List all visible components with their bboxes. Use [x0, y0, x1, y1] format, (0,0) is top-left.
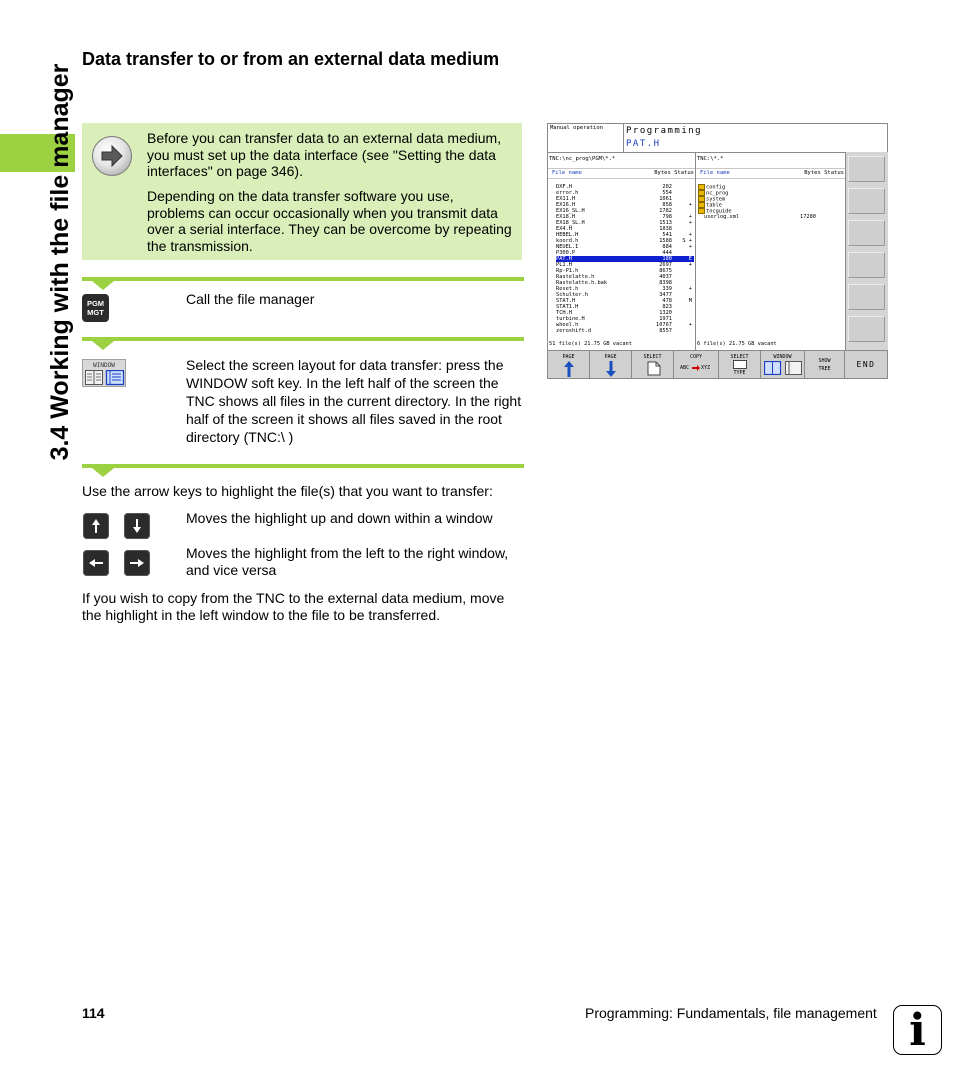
- file-bytes: 1838: [659, 226, 672, 232]
- file-name: Rp-P1.h: [556, 268, 579, 274]
- file-bytes: 858: [662, 202, 672, 208]
- file-bytes: 3477: [659, 292, 672, 298]
- side-chapter-title: 3.4 Working with the file manager: [46, 63, 74, 461]
- file-name: PL1.H: [556, 262, 572, 268]
- file-name: EX11.H: [556, 196, 576, 202]
- file-name: turbine.H: [556, 316, 585, 322]
- document-select-icon: [647, 361, 661, 376]
- window-softkey-screen[interactable]: [761, 351, 805, 378]
- arrow-keys-intro: Use the arrow keys to highlight the file(s) that you want to transfer:: [82, 483, 493, 499]
- file-bytes: 1320: [659, 310, 672, 316]
- file-name: Schulter.h: [556, 292, 588, 298]
- step-2-text: Select the screen layout for data transfer: press the WINDOW soft key. In the left half of the screen the TNC shows all files in the current directory. In the right half of the screen it shows all files saved in the root directory (TNC:\ ): [186, 357, 522, 445]
- show-tree-label-2: TREE: [818, 366, 831, 372]
- file-status: +: [688, 244, 692, 250]
- file-bytes: 1513: [659, 220, 672, 226]
- right-window-footer: 6 file(s) 21.75 GB vacant: [697, 341, 777, 347]
- operating-mode: Manual operation: [550, 125, 603, 131]
- file-name: EX18.H: [556, 214, 576, 220]
- split-window-icon: [85, 370, 125, 386]
- select-type-label-2: TYPE: [733, 370, 746, 376]
- right-file-window[interactable]: [696, 153, 845, 350]
- right-col-filename: File name: [700, 170, 730, 176]
- file-row[interactable]: [704, 214, 844, 220]
- file-name: Reset.h: [556, 286, 579, 292]
- note-paragraph-2: Depending on the data transfer software you use, problems can occur occasionally when you transmit data over a serial interface. They can be overcome by repeating the transmission.: [147, 188, 512, 254]
- window-softkey-label: WINDOW: [93, 362, 115, 369]
- end-label: END: [856, 360, 876, 369]
- file-bytes: 339: [662, 286, 672, 292]
- vertical-softkey[interactable]: [848, 284, 885, 310]
- arrow-down-icon: [605, 361, 617, 377]
- updown-text: Moves the highlight up and down within a window: [186, 510, 493, 526]
- file-bytes: 202: [662, 184, 672, 190]
- file-name: EX4.H: [556, 226, 572, 232]
- vertical-softkey[interactable]: [848, 220, 885, 246]
- file-name: EX16.H: [556, 202, 576, 208]
- file-bytes: 1782: [659, 208, 672, 214]
- vertical-softkey-bar: [845, 152, 888, 350]
- copy-target-label: XYZ: [701, 365, 711, 371]
- left-window-header: [548, 168, 695, 179]
- select-softkey[interactable]: [632, 351, 674, 378]
- file-bytes: 541: [662, 232, 672, 238]
- file-bytes: 4037: [659, 274, 672, 280]
- file-name: config: [706, 184, 726, 191]
- right-window-path: TNC:\*.*: [697, 156, 724, 162]
- arrow-down-icon: [124, 513, 150, 539]
- file-name: EX16_SL.H: [556, 208, 585, 214]
- show-tree-label-1: SHOW: [818, 358, 831, 364]
- left-window-footer: 51 file(s) 21.75 GB vacant: [549, 341, 632, 347]
- file-type-icon: [733, 360, 747, 369]
- copy-source-label: ABC: [680, 365, 690, 371]
- steps-end-divider: [82, 464, 524, 468]
- file-bytes: 554: [662, 190, 672, 196]
- file-row[interactable]: [556, 328, 694, 334]
- left-window-path: TNC:\nc_prog\PGM\*.*: [549, 156, 616, 162]
- file-bytes: 8398: [659, 280, 672, 286]
- arrow-right-icon: [124, 550, 150, 576]
- right-window-header: [696, 168, 845, 179]
- file-status: M: [688, 298, 692, 304]
- file-status: +: [688, 322, 692, 328]
- file-bytes: 180: [662, 256, 672, 262]
- window-label: WINDOW: [773, 354, 792, 360]
- file-bytes: 478: [662, 298, 672, 304]
- end-softkey[interactable]: [845, 351, 887, 378]
- pgm-mgt-key[interactable]: [82, 294, 109, 322]
- section-title: Data transfer to or from an external data medium: [82, 49, 500, 69]
- show-tree-softkey[interactable]: [805, 351, 845, 378]
- file-name: nc_prog: [706, 190, 729, 197]
- file-bytes: 10767: [656, 322, 672, 328]
- file-name: userlog.xml: [704, 214, 740, 220]
- vertical-softkey[interactable]: [848, 188, 885, 214]
- horizontal-softkey-bar: [548, 351, 887, 378]
- step-divider-arrow: [92, 468, 114, 477]
- arrow-up-icon: [83, 513, 109, 539]
- file-bytes: 8675: [659, 268, 672, 274]
- arrow-right-icon: [92, 136, 132, 176]
- copy-label: COPY: [689, 354, 703, 360]
- file-bytes: 1588: [659, 238, 672, 244]
- select-type-softkey[interactable]: [719, 351, 761, 378]
- file-status: +: [688, 214, 692, 220]
- file-name: STAT1.H: [556, 304, 579, 310]
- pgm-mgt-key-label-1: PGM: [86, 299, 105, 308]
- step-divider-arrow: [92, 341, 114, 350]
- file-status: S +: [682, 238, 692, 244]
- file-name: NEUEL.I: [556, 244, 579, 250]
- file-bytes: 798: [662, 214, 672, 220]
- page-number: 114: [82, 1005, 105, 1021]
- file-name: tncguide: [706, 208, 732, 215]
- file-bytes: 8557: [659, 328, 672, 334]
- tnc-file-manager-screen: [547, 123, 888, 379]
- select-type-label-1: SELECT: [730, 354, 749, 360]
- file-name: system: [706, 196, 726, 203]
- step-divider: [82, 337, 524, 341]
- programming-mode-panel: [623, 124, 888, 152]
- file-name: zeroshift.d: [556, 328, 592, 334]
- selected-program: PAT.H: [626, 139, 661, 149]
- file-status: +: [688, 220, 692, 226]
- arrow-left-icon: [83, 550, 109, 576]
- arrow-up-key[interactable]: [83, 513, 109, 539]
- file-bytes: 444: [662, 250, 672, 256]
- arrow-right-key[interactable]: [124, 550, 150, 576]
- vertical-softkey[interactable]: [848, 156, 885, 182]
- page-up-softkey[interactable]: [548, 351, 590, 378]
- window-softkey[interactable]: [82, 359, 126, 387]
- split-window-icon: [764, 361, 802, 375]
- file-name: STAT.H: [556, 298, 576, 304]
- page-down-softkey[interactable]: [590, 351, 632, 378]
- select-label: SELECT: [643, 354, 662, 360]
- page-down-label: PAGE: [604, 354, 617, 360]
- file-name: TCH.H: [556, 310, 572, 316]
- file-name: Rastelatte.h.bak: [556, 280, 608, 286]
- file-bytes: 1971: [659, 316, 672, 322]
- file-name: DXF.H: [556, 184, 572, 190]
- arrow-up-icon: [563, 361, 575, 377]
- vertical-softkey[interactable]: [848, 316, 885, 342]
- file-name: wheel.h: [556, 322, 579, 328]
- programming-mode-title: Programming: [626, 126, 703, 136]
- chapter-title: Programming: Fundamentals, file management: [585, 1005, 877, 1021]
- file-status: +: [688, 286, 692, 292]
- note-paragraph-1: Before you can transfer data to an external data medium, you must set up the data interface (see "Setting the data interfaces" on page 346).: [147, 130, 502, 179]
- copy-softkey[interactable]: [674, 351, 719, 378]
- file-status: +: [688, 202, 692, 208]
- file-status: E: [688, 256, 692, 262]
- file-bytes: 884: [662, 244, 672, 250]
- vertical-softkey[interactable]: [848, 252, 885, 278]
- left-file-window[interactable]: [548, 153, 696, 350]
- file-name: table: [706, 202, 722, 209]
- copy-arrow-icon: [692, 365, 700, 371]
- file-status: +: [688, 232, 692, 238]
- step-divider: [82, 277, 524, 281]
- file-name: koord.h: [556, 238, 579, 244]
- copy-instruction: If you wish to copy from the TNC to the external data medium, move the highlight in the left window to the file to be transferred.: [82, 590, 505, 623]
- file-bytes: 1061: [659, 196, 672, 202]
- arrow-left-key[interactable]: [83, 550, 109, 576]
- left-col-filename: File name: [552, 170, 582, 176]
- file-bytes: 823: [662, 304, 672, 310]
- step-divider-arrow: [92, 281, 114, 290]
- arrow-down-key[interactable]: [124, 513, 150, 539]
- page-up-label: PAGE: [562, 354, 575, 360]
- leftright-text: Moves the highlight from the left to the right window, and vice versa: [186, 545, 509, 578]
- left-col-bytes-status: Bytes Status: [654, 170, 694, 176]
- file-name: EX18_SL.H: [556, 220, 585, 226]
- pgm-mgt-key-label-2: MGT: [87, 308, 104, 317]
- file-name: P300.P: [556, 250, 576, 256]
- step-1-text: Call the file manager: [186, 291, 315, 307]
- file-name: PAT.H: [556, 256, 572, 262]
- info-icon: [893, 1005, 942, 1055]
- file-name: error.h: [556, 190, 579, 196]
- file-bytes: 17280: [800, 214, 816, 220]
- file-status: +: [688, 262, 692, 268]
- file-name: Rastelatte.h: [556, 274, 595, 280]
- right-col-bytes-status: Bytes Status: [804, 170, 844, 176]
- info-icon-glyph: i: [909, 1005, 926, 1056]
- file-bytes: 2697: [659, 262, 672, 268]
- file-name: HEBEL.H: [556, 232, 579, 238]
